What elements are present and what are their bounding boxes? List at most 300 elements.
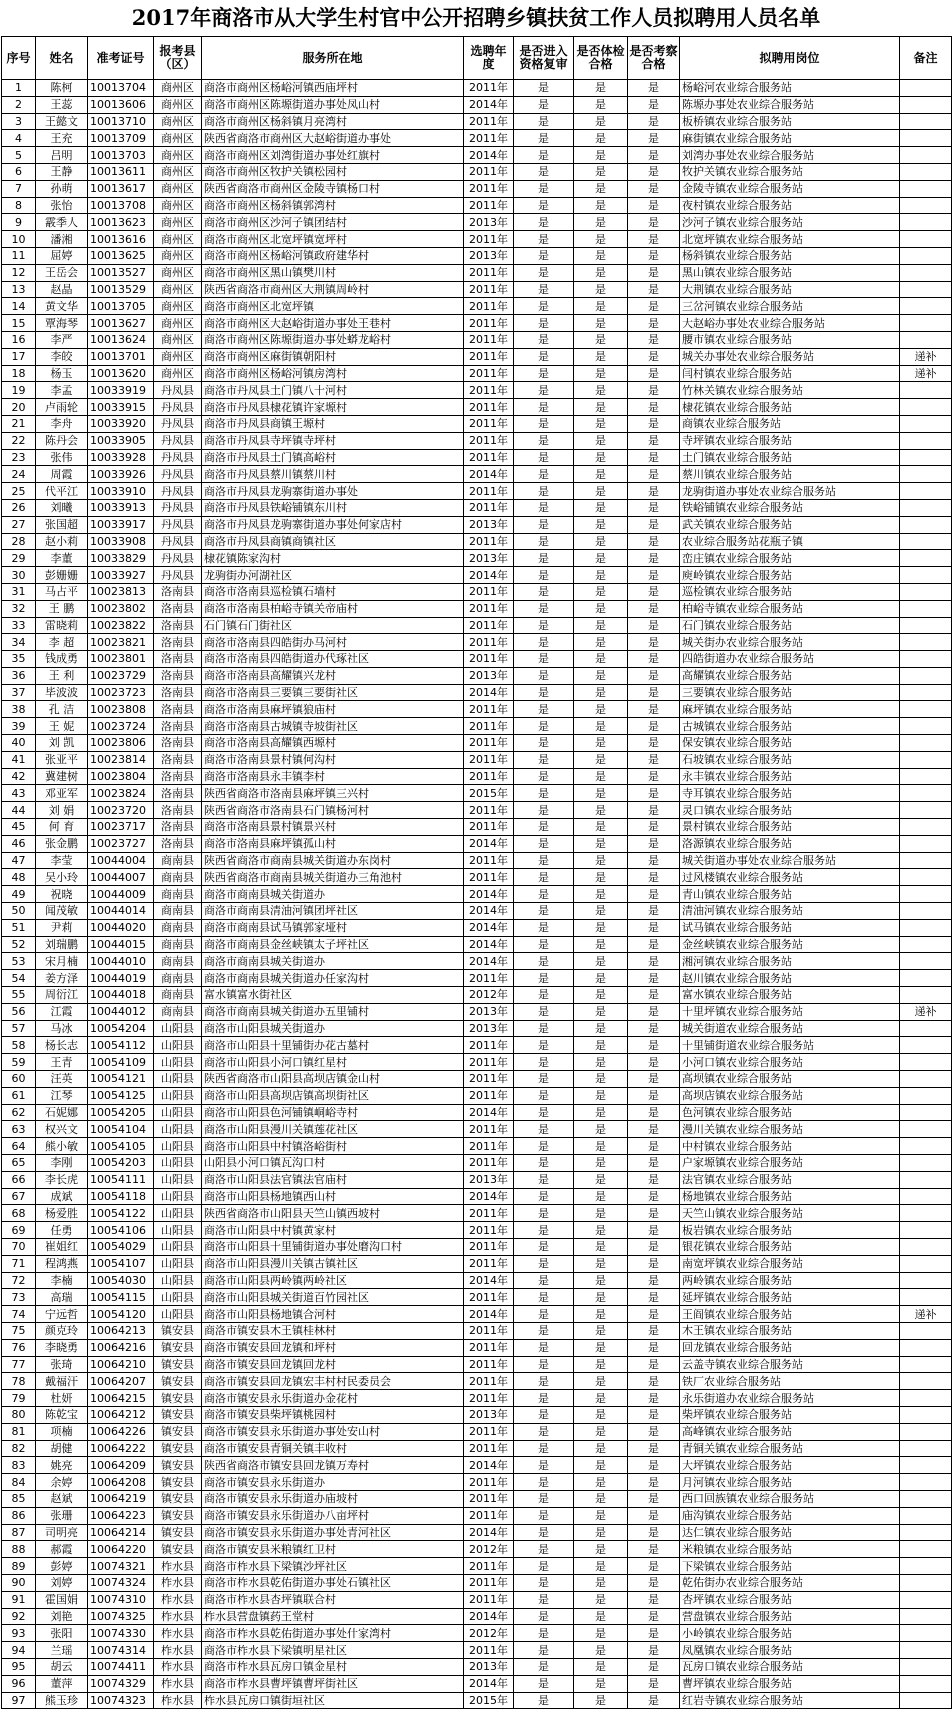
cell-name: 姜方泽 — [36, 970, 88, 987]
cell-remark — [900, 684, 952, 701]
cell-name: 张珊 — [36, 1507, 88, 1524]
cell-service-location: 商洛市镇安县柴坪镇桃园村 — [202, 1406, 464, 1423]
cell-exam-number: 10064213 — [88, 1322, 154, 1339]
cell-county: 镇安县 — [154, 1406, 202, 1423]
cell-exam-number: 10033913 — [88, 499, 154, 516]
cell-remark — [900, 1155, 952, 1172]
cell-inspection: 是 — [628, 835, 680, 852]
cell-county: 洛南县 — [154, 583, 202, 600]
cell-remark — [900, 466, 952, 483]
cell-county: 洛南县 — [154, 651, 202, 668]
cell-year: 2011年 — [464, 1642, 514, 1659]
cell-county: 洛南县 — [154, 600, 202, 617]
cell-inspection: 是 — [628, 399, 680, 416]
cell-name: 孙萌 — [36, 180, 88, 197]
cell-remark — [900, 1188, 952, 1205]
cell-county: 商南县 — [154, 869, 202, 886]
cell-index: 64 — [2, 1138, 36, 1155]
cell-remark — [900, 617, 952, 634]
cell-remark — [900, 919, 952, 936]
cell-year: 2011年 — [464, 80, 514, 97]
cell-remark — [900, 718, 952, 735]
cell-year: 2014年 — [464, 1608, 514, 1625]
cell-name: 王 鹏 — [36, 600, 88, 617]
header-cell: 服务所在地 — [202, 37, 464, 80]
cell-inspection: 是 — [628, 449, 680, 466]
cell-remark — [900, 1541, 952, 1558]
cell-physical: 是 — [574, 684, 628, 701]
page-title: 2017年商洛市从大学生村官中公开招聘乡镇扶贫工作人员拟聘用人员名单 — [131, 5, 821, 30]
cell-service-location: 商洛市山阳县两岭镇两岭社区 — [202, 1272, 464, 1289]
cell-service-location: 商洛市镇安县永乐街道办事处青河社区 — [202, 1524, 464, 1541]
cell-name: 李莹 — [36, 852, 88, 869]
cell-review: 是 — [514, 1222, 574, 1239]
cell-physical: 是 — [574, 1104, 628, 1121]
cell-review: 是 — [514, 399, 574, 416]
cell-exam-number: 10044014 — [88, 903, 154, 920]
cell-remark — [900, 1373, 952, 1390]
cell-county: 丹凤县 — [154, 399, 202, 416]
cell-review: 是 — [514, 1440, 574, 1457]
cell-name: 江霞 — [36, 1003, 88, 1020]
cell-review: 是 — [514, 147, 574, 164]
cell-review: 是 — [514, 886, 574, 903]
cell-inspection: 是 — [628, 634, 680, 651]
cell-exam-number: 10054122 — [88, 1205, 154, 1222]
cell-county: 丹凤县 — [154, 533, 202, 550]
cell-review: 是 — [514, 382, 574, 399]
cell-exam-number: 10033910 — [88, 483, 154, 500]
cell-index: 41 — [2, 751, 36, 768]
cell-exam-number: 10013606 — [88, 96, 154, 113]
table-row — [2, 1541, 952, 1558]
table-row — [2, 1356, 952, 1373]
cell-remark — [900, 886, 952, 903]
cell-exam-number: 10044004 — [88, 852, 154, 869]
cell-physical: 是 — [574, 583, 628, 600]
cell-exam-number: 10044012 — [88, 1003, 154, 1020]
cell-exam-number: 10054121 — [88, 1071, 154, 1088]
cell-exam-number: 10033919 — [88, 382, 154, 399]
cell-physical: 是 — [574, 365, 628, 382]
cell-service-location: 商洛市柞水县杏坪镇联合村 — [202, 1591, 464, 1608]
cell-physical: 是 — [574, 701, 628, 718]
cell-review: 是 — [514, 533, 574, 550]
cell-review: 是 — [514, 1255, 574, 1272]
cell-remark — [900, 399, 952, 416]
cell-inspection: 是 — [628, 130, 680, 147]
cell-county: 丹凤县 — [154, 432, 202, 449]
cell-year: 2011年 — [464, 1255, 514, 1272]
cell-exam-number: 10023821 — [88, 634, 154, 651]
table-row — [2, 1171, 952, 1188]
cell-exam-number: 10013705 — [88, 298, 154, 315]
cell-inspection: 是 — [628, 1020, 680, 1037]
cell-physical: 是 — [574, 315, 628, 332]
cell-review: 是 — [514, 1692, 574, 1709]
cell-position: 米粮镇农业综合服务站 — [680, 1541, 900, 1558]
cell-inspection: 是 — [628, 415, 680, 432]
cell-physical: 是 — [574, 466, 628, 483]
table-row — [2, 315, 952, 332]
cell-review: 是 — [514, 583, 574, 600]
cell-county: 商南县 — [154, 936, 202, 953]
cell-remark — [900, 96, 952, 113]
cell-inspection: 是 — [628, 684, 680, 701]
table-row — [2, 1339, 952, 1356]
table-row — [2, 735, 952, 752]
cell-index: 57 — [2, 1020, 36, 1037]
cell-name: 张伟 — [36, 449, 88, 466]
cell-name: 李董 — [36, 550, 88, 567]
cell-county: 丹凤县 — [154, 415, 202, 432]
cell-remark — [900, 1591, 952, 1608]
cell-name: 覃海琴 — [36, 315, 88, 332]
cell-inspection: 是 — [628, 315, 680, 332]
cell-position: 延坪镇农业综合服务站 — [680, 1289, 900, 1306]
cell-index: 89 — [2, 1558, 36, 1575]
cell-county: 洛南县 — [154, 684, 202, 701]
header-cell: 是否体检合格 — [574, 37, 628, 80]
cell-county: 商州区 — [154, 80, 202, 97]
cell-county: 商州区 — [154, 180, 202, 197]
cell-remark — [900, 1490, 952, 1507]
table-row — [2, 1020, 952, 1037]
cell-index: 22 — [2, 432, 36, 449]
cell-remark — [900, 113, 952, 130]
cell-name: 毕波波 — [36, 684, 88, 701]
cell-position: 金陵寺镇农业综合服务站 — [680, 180, 900, 197]
cell-inspection: 是 — [628, 583, 680, 600]
cell-position: 高峰镇农业综合服务站 — [680, 1423, 900, 1440]
cell-service-location: 商洛市丹凤县商镇王塬村 — [202, 415, 464, 432]
cell-remark — [900, 1037, 952, 1054]
cell-year: 2011年 — [464, 600, 514, 617]
cell-index: 78 — [2, 1373, 36, 1390]
cell-service-location: 商洛市柞水县乾佑街道办事处石镇社区 — [202, 1574, 464, 1591]
cell-position: 王阎镇农业综合服务站 — [680, 1306, 900, 1323]
cell-position: 龙驹街道办事处农业综合服务站 — [680, 483, 900, 500]
header-cell: 选聘年度 — [464, 37, 514, 80]
cell-name: 李舟 — [36, 415, 88, 432]
cell-year: 2011年 — [464, 163, 514, 180]
cell-county: 洛南县 — [154, 634, 202, 651]
cell-inspection: 是 — [628, 1423, 680, 1440]
cell-review: 是 — [514, 987, 574, 1004]
cell-position: 古城镇农业综合服务站 — [680, 718, 900, 735]
cell-service-location: 棣花镇陈家沟村 — [202, 550, 464, 567]
header-row — [2, 37, 952, 80]
cell-review: 是 — [514, 1507, 574, 1524]
cell-year: 2011年 — [464, 415, 514, 432]
cell-service-location: 商洛市山阳县杨地镇合河村 — [202, 1306, 464, 1323]
cell-inspection: 是 — [628, 432, 680, 449]
cell-service-location: 商洛市商州区陈塬街道办事处凤山村 — [202, 96, 464, 113]
cell-remark: 递补 — [900, 1003, 952, 1020]
table-row — [2, 1642, 952, 1659]
cell-review: 是 — [514, 516, 574, 533]
cell-year: 2011年 — [464, 735, 514, 752]
cell-review: 是 — [514, 1188, 574, 1205]
cell-index: 85 — [2, 1490, 36, 1507]
cell-position: 大坪镇农业综合服务站 — [680, 1457, 900, 1474]
cell-remark — [900, 903, 952, 920]
cell-inspection: 是 — [628, 667, 680, 684]
cell-exam-number: 10013624 — [88, 331, 154, 348]
cell-review: 是 — [514, 264, 574, 281]
cell-service-location: 商洛市商州区北宽坪镇 — [202, 298, 464, 315]
cell-name: 陈乾宝 — [36, 1406, 88, 1423]
table-row — [2, 785, 952, 802]
cell-review: 是 — [514, 869, 574, 886]
cell-county: 商州区 — [154, 113, 202, 130]
cell-name: 张阳 — [36, 1625, 88, 1642]
table-row — [2, 1507, 952, 1524]
cell-year: 2011年 — [464, 1390, 514, 1407]
cell-physical: 是 — [574, 516, 628, 533]
cell-remark — [900, 735, 952, 752]
cell-name: 郝霞 — [36, 1541, 88, 1558]
cell-county: 山阳县 — [154, 1205, 202, 1222]
cell-name: 王静 — [36, 163, 88, 180]
cell-index: 38 — [2, 701, 36, 718]
cell-inspection: 是 — [628, 1356, 680, 1373]
cell-remark — [900, 1675, 952, 1692]
cell-remark — [900, 701, 952, 718]
cell-service-location: 商洛市丹凤县土门镇八十河村 — [202, 382, 464, 399]
cell-year: 2011年 — [464, 315, 514, 332]
cell-remark — [900, 1474, 952, 1491]
cell-county: 镇安县 — [154, 1373, 202, 1390]
cell-inspection: 是 — [628, 1574, 680, 1591]
cell-county: 山阳县 — [154, 1255, 202, 1272]
cell-name: 钱成勇 — [36, 651, 88, 668]
cell-position: 小岭镇农业综合服务站 — [680, 1625, 900, 1642]
cell-exam-number: 10054030 — [88, 1272, 154, 1289]
cell-service-location: 商洛市商州区杨峪河镇西庙坪村 — [202, 80, 464, 97]
cell-physical: 是 — [574, 802, 628, 819]
cell-year: 2011年 — [464, 617, 514, 634]
cell-service-location: 商洛市山阳县法官镇法官庙村 — [202, 1171, 464, 1188]
cell-position: 金丝峡镇农业综合服务站 — [680, 936, 900, 953]
cell-name: 兰瑶 — [36, 1642, 88, 1659]
cell-exam-number: 10013704 — [88, 80, 154, 97]
cell-year: 2014年 — [464, 567, 514, 584]
cell-position: 铁峪铺镇农业综合服务站 — [680, 499, 900, 516]
cell-review: 是 — [514, 1406, 574, 1423]
cell-county: 洛南县 — [154, 617, 202, 634]
cell-exam-number: 10064210 — [88, 1356, 154, 1373]
cell-service-location: 陕西省商洛市洛南县石门镇杨河村 — [202, 802, 464, 819]
cell-name: 吕明 — [36, 147, 88, 164]
cell-service-location: 石门镇石门街社区 — [202, 617, 464, 634]
cell-name: 姚亮 — [36, 1457, 88, 1474]
cell-remark — [900, 264, 952, 281]
table-row — [2, 835, 952, 852]
cell-year: 2011年 — [464, 869, 514, 886]
table-row — [2, 1608, 952, 1625]
cell-county: 商州区 — [154, 163, 202, 180]
cell-review: 是 — [514, 298, 574, 315]
cell-position: 夜村镇农业综合服务站 — [680, 197, 900, 214]
cell-inspection: 是 — [628, 802, 680, 819]
cell-service-location: 商洛市商州区麻街镇朝阳村 — [202, 348, 464, 365]
cell-physical: 是 — [574, 718, 628, 735]
cell-index: 80 — [2, 1406, 36, 1423]
cell-year: 2011年 — [464, 1558, 514, 1575]
cell-position: 土门镇农业综合服务站 — [680, 449, 900, 466]
cell-remark — [900, 231, 952, 248]
table-row — [2, 130, 952, 147]
cell-index: 12 — [2, 264, 36, 281]
cell-year: 2011年 — [464, 1155, 514, 1172]
cell-review: 是 — [514, 80, 574, 97]
cell-year: 2011年 — [464, 264, 514, 281]
cell-review: 是 — [514, 163, 574, 180]
cell-index: 75 — [2, 1322, 36, 1339]
cell-county: 山阳县 — [154, 1037, 202, 1054]
table-row — [2, 499, 952, 516]
cell-review: 是 — [514, 1490, 574, 1507]
cell-service-location: 商洛市洛南县高耀镇兴龙村 — [202, 667, 464, 684]
cell-service-location: 商洛市商南县城关街道办 — [202, 886, 464, 903]
cell-physical: 是 — [574, 1658, 628, 1675]
cell-remark — [900, 147, 952, 164]
cell-review: 是 — [514, 903, 574, 920]
cell-service-location: 商洛市商州区杨斜镇月亮湾村 — [202, 113, 464, 130]
cell-county: 镇安县 — [154, 1339, 202, 1356]
cell-year: 2014年 — [464, 1104, 514, 1121]
cell-remark — [900, 802, 952, 819]
cell-name: 石妮娜 — [36, 1104, 88, 1121]
cell-position: 三要镇农业综合服务站 — [680, 684, 900, 701]
cell-position: 高坝镇农业综合服务站 — [680, 1071, 900, 1088]
cell-physical: 是 — [574, 1608, 628, 1625]
table-row — [2, 432, 952, 449]
cell-review: 是 — [514, 701, 574, 718]
table-row — [2, 600, 952, 617]
cell-remark — [900, 315, 952, 332]
cell-review: 是 — [514, 415, 574, 432]
cell-index: 59 — [2, 1054, 36, 1071]
cell-inspection: 是 — [628, 113, 680, 130]
cell-service-location: 商洛市镇安县永乐街道办事处安山村 — [202, 1423, 464, 1440]
cell-inspection: 是 — [628, 953, 680, 970]
cell-position: 景村镇农业综合服务站 — [680, 819, 900, 836]
cell-review: 是 — [514, 1423, 574, 1440]
cell-name: 刘瑞鹏 — [36, 936, 88, 953]
hiring-table — [1, 36, 952, 1709]
cell-physical: 是 — [574, 1692, 628, 1709]
cell-year: 2014年 — [464, 903, 514, 920]
cell-remark — [900, 432, 952, 449]
cell-year: 2012年 — [464, 1541, 514, 1558]
cell-name: 刘 凯 — [36, 735, 88, 752]
cell-inspection: 是 — [628, 1675, 680, 1692]
cell-service-location: 柞水县营盘镇药王堂村 — [202, 1608, 464, 1625]
cell-exam-number: 10013625 — [88, 247, 154, 264]
cell-review: 是 — [514, 1121, 574, 1138]
cell-position: 十里铺街道农业综合服务站 — [680, 1037, 900, 1054]
cell-remark — [900, 298, 952, 315]
cell-review: 是 — [514, 1054, 574, 1071]
cell-index: 42 — [2, 768, 36, 785]
cell-physical: 是 — [574, 1121, 628, 1138]
cell-inspection: 是 — [628, 382, 680, 399]
cell-exam-number: 10054125 — [88, 1087, 154, 1104]
cell-inspection: 是 — [628, 1003, 680, 1020]
cell-exam-number: 10054115 — [88, 1289, 154, 1306]
cell-service-location: 陕西省商洛市山阳县高坝店镇金山村 — [202, 1071, 464, 1088]
cell-name: 邓亚军 — [36, 785, 88, 802]
cell-position: 月河镇农业综合服务站 — [680, 1474, 900, 1491]
cell-review: 是 — [514, 550, 574, 567]
cell-physical: 是 — [574, 1574, 628, 1591]
cell-remark — [900, 1238, 952, 1255]
cell-index: 86 — [2, 1507, 36, 1524]
cell-inspection: 是 — [628, 1524, 680, 1541]
cell-county: 山阳县 — [154, 1054, 202, 1071]
cell-review: 是 — [514, 1658, 574, 1675]
cell-inspection: 是 — [628, 348, 680, 365]
cell-name: 尹莉 — [36, 919, 88, 936]
cell-review: 是 — [514, 970, 574, 987]
cell-physical: 是 — [574, 768, 628, 785]
cell-service-location: 商洛市山阳县小河口镇红星村 — [202, 1054, 464, 1071]
cell-position: 十里坪镇农业综合服务站 — [680, 1003, 900, 1020]
table-row — [2, 1406, 952, 1423]
cell-service-location: 商洛市商南县试马镇郭家垭村 — [202, 919, 464, 936]
cell-index: 72 — [2, 1272, 36, 1289]
table-row — [2, 1255, 952, 1272]
cell-review: 是 — [514, 432, 574, 449]
cell-physical: 是 — [574, 483, 628, 500]
cell-remark — [900, 382, 952, 399]
cell-position: 农业综合服务站花瓶子镇 — [680, 533, 900, 550]
cell-position: 永乐街道办农业综合服务站 — [680, 1390, 900, 1407]
cell-position: 两岭镇农业综合服务站 — [680, 1272, 900, 1289]
cell-review: 是 — [514, 1272, 574, 1289]
cell-service-location: 商洛市丹凤县寺坪镇寺坪村 — [202, 432, 464, 449]
cell-county: 商州区 — [154, 147, 202, 164]
cell-review: 是 — [514, 180, 574, 197]
cell-county: 丹凤县 — [154, 483, 202, 500]
cell-inspection: 是 — [628, 1138, 680, 1155]
cell-review: 是 — [514, 214, 574, 231]
cell-remark — [900, 281, 952, 298]
cell-remark: 递补 — [900, 348, 952, 365]
cell-exam-number: 10013701 — [88, 348, 154, 365]
cell-service-location: 陕西省商洛市商州区大赵峪街道办事处 — [202, 130, 464, 147]
cell-index: 67 — [2, 1188, 36, 1205]
cell-position: 城关街办农业综合服务站 — [680, 634, 900, 651]
cell-exam-number: 10023806 — [88, 735, 154, 752]
cell-inspection: 是 — [628, 987, 680, 1004]
cell-exam-number: 10033928 — [88, 449, 154, 466]
cell-year: 2011年 — [464, 231, 514, 248]
cell-review: 是 — [514, 1541, 574, 1558]
cell-index: 74 — [2, 1306, 36, 1323]
cell-index: 28 — [2, 533, 36, 550]
cell-year: 2014年 — [464, 953, 514, 970]
cell-inspection: 是 — [628, 1104, 680, 1121]
cell-physical: 是 — [574, 163, 628, 180]
cell-exam-number: 10054120 — [88, 1306, 154, 1323]
cell-inspection: 是 — [628, 1406, 680, 1423]
cell-year: 2011年 — [464, 130, 514, 147]
cell-exam-number: 10013527 — [88, 264, 154, 281]
cell-county: 山阳县 — [154, 1020, 202, 1037]
